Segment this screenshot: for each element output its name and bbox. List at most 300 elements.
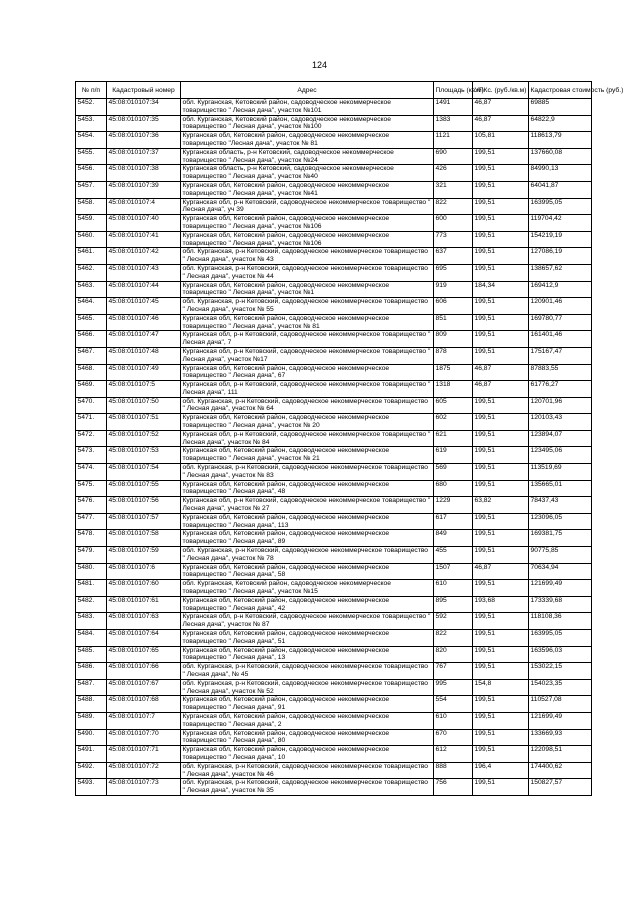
- upks-cell: 63,82: [473, 497, 529, 514]
- cadastral-number-cell: 45:08:010107:65: [107, 646, 181, 663]
- cadastral-cost-cell: 118108,36: [529, 613, 592, 630]
- cadastral-cost-cell: 173339,68: [529, 596, 592, 613]
- cadastral-number-cell: 45:08:010107:57: [107, 513, 181, 530]
- cadastral-cost-cell: 154219,19: [529, 231, 592, 248]
- row-number-cell: 5479.: [76, 547, 107, 564]
- upks-cell: 154,8: [473, 679, 529, 696]
- upks-cell: 196,4: [473, 762, 529, 779]
- area-cell: 610: [434, 712, 473, 729]
- table-row: [76, 181, 592, 198]
- address-cell: Курганская обл, Кетовский район, садоводческое некоммерческое товарищество " Лесная дача", участок №1: [181, 281, 434, 298]
- address-cell: Курганская обл, р-н Кетовский, садоводческое некоммерческое товарищество " Лесная дача", участок № 87: [181, 613, 434, 630]
- cadastral-cost-cell: 169412,9: [529, 281, 592, 298]
- table-row: [76, 663, 592, 680]
- cadastral-cost-cell: 137660,08: [529, 148, 592, 165]
- address-cell: Курганская обл, р-н Кетовский, садоводческое некоммерческое товарищество " Лесная дача", участок № 27: [181, 497, 434, 514]
- area-cell: 606: [434, 298, 473, 315]
- header-num: № п/п: [76, 82, 107, 99]
- table-body: [76, 99, 592, 796]
- area-cell: 690: [434, 148, 473, 165]
- cadastral-number-cell: 45:08:010107:42: [107, 248, 181, 265]
- table-row: [76, 563, 592, 580]
- area-cell: 1875: [434, 364, 473, 381]
- row-number-cell: 5492.: [76, 762, 107, 779]
- upks-cell: 199,51: [473, 215, 529, 232]
- area-cell: 455: [434, 547, 473, 564]
- header-upks: УПКс. (руб./кв.м): [473, 82, 529, 99]
- cadastral-number-cell: 45:08:010107:35: [107, 115, 181, 132]
- row-number-cell: 5474.: [76, 464, 107, 481]
- row-number-cell: 5490.: [76, 729, 107, 746]
- table-row: [76, 464, 592, 481]
- row-number-cell: 5476.: [76, 497, 107, 514]
- row-number-cell: 5453.: [76, 115, 107, 132]
- cadastral-number-cell: 45:08:010107:68: [107, 696, 181, 713]
- cadastral-number-cell: 45:08:010107:53: [107, 447, 181, 464]
- upks-cell: 46,87: [473, 99, 529, 116]
- cadastral-number-cell: 45:08:010107:63: [107, 613, 181, 630]
- row-number-cell: 5482.: [76, 596, 107, 613]
- table-row: [76, 447, 592, 464]
- address-cell: Курганская обл, Кетовский район, садоводческое некоммерческое товарищество " Лесная дача", 80: [181, 729, 434, 746]
- upks-cell: 199,51: [473, 746, 529, 763]
- cadastral-number-cell: 45:08:010107:4: [107, 198, 181, 215]
- row-number-cell: 5491.: [76, 746, 107, 763]
- cadastral-number-cell: 45:08:010107:73: [107, 779, 181, 796]
- address-cell: Курганская обл, Кетовский район, садоводческое некоммерческое товарищество " Лесная дача", участок № 81: [181, 314, 434, 331]
- cadastral-cost-cell: 118613,79: [529, 132, 592, 149]
- area-cell: 592: [434, 613, 473, 630]
- address-cell: Курганская обл, Кетовский район, садоводческое некоммерческое товарищество " Лесная дача", 10: [181, 746, 434, 763]
- upks-cell: 199,51: [473, 613, 529, 630]
- address-cell: Курганская обл, р-н Кетовский, садоводческое некоммерческое товарищество " Лесная дача", 111: [181, 381, 434, 398]
- row-number-cell: 5459.: [76, 215, 107, 232]
- table-row: [76, 231, 592, 248]
- address-cell: обл. Курганская, р-н Кетовский, садоводческое некоммерческое товарищество " Лесная дача", участок № 44: [181, 264, 434, 281]
- table-row: [76, 165, 592, 182]
- upks-cell: 199,51: [473, 480, 529, 497]
- cadastral-number-cell: 45:08:010107:7: [107, 712, 181, 729]
- row-number-cell: 5470.: [76, 397, 107, 414]
- cadastral-number-cell: 45:08:010107:59: [107, 547, 181, 564]
- upks-cell: 199,51: [473, 696, 529, 713]
- row-number-cell: 5488.: [76, 696, 107, 713]
- cadastral-cost-cell: 123096,05: [529, 513, 592, 530]
- area-cell: 1121: [434, 132, 473, 149]
- upks-cell: 199,51: [473, 530, 529, 547]
- cadastral-number-cell: 45:08:010107:45: [107, 298, 181, 315]
- row-number-cell: 5458.: [76, 198, 107, 215]
- cadastral-cost-cell: 123894,07: [529, 430, 592, 447]
- upks-cell: 199,51: [473, 148, 529, 165]
- cadastral-number-cell: 45:08:010107:39: [107, 181, 181, 198]
- table-row: [76, 679, 592, 696]
- row-number-cell: 5477.: [76, 513, 107, 530]
- cadastral-number-cell: 45:08:010107:71: [107, 746, 181, 763]
- table-row: [76, 148, 592, 165]
- row-number-cell: 5487.: [76, 679, 107, 696]
- cadastral-number-cell: 45:08:010107:49: [107, 364, 181, 381]
- page-number: 124: [311, 60, 328, 70]
- cadastral-cost-cell: 161401,46: [529, 331, 592, 348]
- upks-cell: 199,51: [473, 779, 529, 796]
- cadastral-number-cell: 45:08:010107:48: [107, 347, 181, 364]
- address-cell: Курганская область, р-н Кетовский, садоводческое некоммерческое товарищество " Лесная дача", участок №24: [181, 148, 434, 165]
- address-cell: Курганская обл, Кетовский район, садоводческое некоммерческое товарищество " Лесная дача", 89: [181, 530, 434, 547]
- address-cell: Курганская обл, Кетовский район, садоводческое некоммерческое товарищество " Лесная дача", участок № 20: [181, 414, 434, 431]
- upks-cell: 199,51: [473, 397, 529, 414]
- upks-cell: 46,87: [473, 381, 529, 398]
- upks-cell: 199,51: [473, 464, 529, 481]
- upks-cell: 199,51: [473, 414, 529, 431]
- upks-cell: 199,51: [473, 181, 529, 198]
- header-cadastral-cost: Кадастровая стоимость (руб.): [529, 82, 592, 99]
- area-cell: 617: [434, 513, 473, 530]
- area-cell: 605: [434, 397, 473, 414]
- row-number-cell: 5460.: [76, 231, 107, 248]
- cadastral-cost-cell: 154023,35: [529, 679, 592, 696]
- cadastral-cost-cell: 133669,93: [529, 729, 592, 746]
- table-row: [76, 248, 592, 265]
- address-cell: обл. Курганская, р-н Кетовский, садоводческое некоммерческое товарищество " Лесная дача", участок № 78: [181, 547, 434, 564]
- area-cell: 612: [434, 746, 473, 763]
- area-cell: 878: [434, 347, 473, 364]
- row-number-cell: 5454.: [76, 132, 107, 149]
- area-cell: 1229: [434, 497, 473, 514]
- cadastral-number-cell: 45:08:010107:37: [107, 148, 181, 165]
- cadastral-number-cell: 45:08:010107:44: [107, 281, 181, 298]
- cadastral-cost-cell: 110527,08: [529, 696, 592, 713]
- area-cell: 895: [434, 596, 473, 613]
- cadastral-cost-cell: 70634,94: [529, 563, 592, 580]
- address-cell: Курганская обл, Кетовский район, садоводческое некоммерческое товарищество " Лесная дача", 58: [181, 563, 434, 580]
- upks-cell: 199,51: [473, 347, 529, 364]
- address-cell: Курганская обл, Кетовский район, садоводческое некоммерческое товарищество " Лесная дача", 67: [181, 364, 434, 381]
- row-number-cell: 5461.: [76, 248, 107, 265]
- address-cell: Курганская обл, Кетовский район, садоводческое некоммерческое товарищество "Лесная дача", участок № 81: [181, 132, 434, 149]
- cadastral-cost-cell: 169381,75: [529, 530, 592, 547]
- row-number-cell: 5455.: [76, 148, 107, 165]
- upks-cell: 199,51: [473, 430, 529, 447]
- upks-cell: 199,51: [473, 331, 529, 348]
- upks-cell: 105,81: [473, 132, 529, 149]
- row-number-cell: 5489.: [76, 712, 107, 729]
- area-cell: 602: [434, 414, 473, 431]
- row-number-cell: 5465.: [76, 314, 107, 331]
- address-cell: Курганская обл, р-н Кетовский, садоводческое некоммерческое товарищество " Лесная дача", участок № 84: [181, 430, 434, 447]
- area-cell: 321: [434, 181, 473, 198]
- cadastral-cost-cell: 120701,96: [529, 397, 592, 414]
- cadastral-cost-cell: 153022,15: [529, 663, 592, 680]
- cadastral-number-cell: 45:08:010107:60: [107, 580, 181, 597]
- address-cell: Курганская обл, Кетовский район, садоводческое некоммерческое товарищество " Лесная дача", участок № 21: [181, 447, 434, 464]
- address-cell: Курганская область, р-н Кетовский, садоводческое некоммерческое товарищество " Лесная дача", участок №40: [181, 165, 434, 182]
- row-number-cell: 5493.: [76, 779, 107, 796]
- upks-cell: 199,51: [473, 646, 529, 663]
- cadastral-cost-cell: 119704,42: [529, 215, 592, 232]
- cadastral-cost-cell: 127086,19: [529, 248, 592, 265]
- row-number-cell: 5472.: [76, 430, 107, 447]
- cadastral-cost-cell: 163995,05: [529, 630, 592, 647]
- table-row: [76, 530, 592, 547]
- cadastral-number-cell: 45:08:010107:47: [107, 331, 181, 348]
- row-number-cell: 5471.: [76, 414, 107, 431]
- area-cell: 695: [434, 264, 473, 281]
- upks-cell: 46,87: [473, 364, 529, 381]
- area-cell: 849: [434, 530, 473, 547]
- table-row: [76, 347, 592, 364]
- upks-cell: 199,51: [473, 513, 529, 530]
- cadastral-number-cell: 45:08:010107:64: [107, 630, 181, 647]
- table-row: [76, 480, 592, 497]
- cadastral-table: [75, 81, 624, 796]
- area-cell: 1383: [434, 115, 473, 132]
- cadastral-number-cell: 45:08:010107:43: [107, 264, 181, 281]
- address-cell: Курганская обл, р-н Кетовский, садоводческое некоммерческое товарищество " Лесная дача", 7: [181, 331, 434, 348]
- cadastral-number-cell: 45:08:010107:51: [107, 414, 181, 431]
- table-row: [76, 198, 592, 215]
- address-cell: обл. Курганская, р-н Кетовский, садоводческое некоммерческое товарищество " Лесная дача", участок № 43: [181, 248, 434, 265]
- area-cell: 1491: [434, 99, 473, 116]
- cadastral-cost-cell: 113519,69: [529, 464, 592, 481]
- upks-cell: 199,51: [473, 712, 529, 729]
- area-cell: 1507: [434, 563, 473, 580]
- table-row: [76, 215, 592, 232]
- cadastral-number-cell: 45:08:010107:46: [107, 314, 181, 331]
- address-cell: Курганская обл, Кетовский район, садоводческое некоммерческое товарищество " Лесная дача", 113: [181, 513, 434, 530]
- area-cell: 822: [434, 630, 473, 647]
- table-row: [76, 547, 592, 564]
- address-cell: обл. Курганская, р-н Кетовский, садоводческое некоммерческое товарищество " Лесная дача", участок № 52: [181, 679, 434, 696]
- cadastral-number-cell: 45:08:010107:56: [107, 497, 181, 514]
- cadastral-cost-cell: 174400,62: [529, 762, 592, 779]
- area-cell: 773: [434, 231, 473, 248]
- table-row: [76, 779, 592, 796]
- cadastral-number-cell: 45:08:010107:67: [107, 679, 181, 696]
- address-cell: Курганская обл, Кетовский район, садоводческое некоммерческое товарищество " Лесная дача", участок №106: [181, 215, 434, 232]
- upks-cell: 199,51: [473, 630, 529, 647]
- address-cell: Курганская обл, р-н Кетовский, садоводческое некоммерческое товарищество " Лесная дача", участок №17: [181, 347, 434, 364]
- area-cell: 888: [434, 762, 473, 779]
- cadastral-number-cell: 45:08:010107:50: [107, 397, 181, 414]
- row-number-cell: 5462.: [76, 264, 107, 281]
- area-cell: 756: [434, 779, 473, 796]
- area-cell: 820: [434, 646, 473, 663]
- cadastral-cost-cell: 78437,43: [529, 497, 592, 514]
- cadastral-cost-cell: 169780,77: [529, 314, 592, 331]
- row-number-cell: 5473.: [76, 447, 107, 464]
- row-number-cell: 5457.: [76, 181, 107, 198]
- row-number-cell: 5452.: [76, 99, 107, 116]
- table-row: [76, 298, 592, 315]
- table-row: [76, 729, 592, 746]
- area-cell: 600: [434, 215, 473, 232]
- cadastral-number-cell: 45:08:010107:66: [107, 663, 181, 680]
- cadastral-number-cell: 45:08:010107:52: [107, 430, 181, 447]
- cadastral-number-cell: 45:08:010107:40: [107, 215, 181, 232]
- table-row: [76, 746, 592, 763]
- area-cell: 822: [434, 198, 473, 215]
- table-row: [76, 99, 592, 116]
- address-cell: Курганская обл, Кетовский район, садоводческое некоммерческое товарищество " Лесная дача", 42: [181, 596, 434, 613]
- cadastral-cost-cell: 121699,49: [529, 712, 592, 729]
- row-number-cell: 5475.: [76, 480, 107, 497]
- cadastral-cost-cell: 61776,27: [529, 381, 592, 398]
- cadastral-cost-cell: 135665,01: [529, 480, 592, 497]
- address-cell: обл. Курганская, р-н Кетовский, садоводческое некоммерческое товарищество " Лесная дача", № 45: [181, 663, 434, 680]
- upks-cell: 199,51: [473, 580, 529, 597]
- address-cell: обл. Курганская, р-н Кетовский, садоводческое некоммерческое товарищество " Лесная дача", участок № 83: [181, 464, 434, 481]
- address-cell: обл. Курганская, р-н Кетовский, садоводческое некоммерческое товарищество " Лесная дача", участок № 55: [181, 298, 434, 315]
- row-number-cell: 5480.: [76, 563, 107, 580]
- row-number-cell: 5485.: [76, 646, 107, 663]
- table-row: [76, 513, 592, 530]
- upks-cell: 199,51: [473, 231, 529, 248]
- upks-cell: 199,51: [473, 314, 529, 331]
- row-number-cell: 5466.: [76, 331, 107, 348]
- cadastral-cost-cell: 138657,62: [529, 264, 592, 281]
- address-cell: обл. Курганская, р-н Кетовский, садоводческое некоммерческое товарищество " Лесная дача", участок № 46: [181, 762, 434, 779]
- area-cell: 569: [434, 464, 473, 481]
- cadastral-cost-cell: 87883,55: [529, 364, 592, 381]
- upks-cell: 199,51: [473, 198, 529, 215]
- row-number-cell: 5463.: [76, 281, 107, 298]
- cadastral-number-cell: 45:08:010107:70: [107, 729, 181, 746]
- area-cell: 610: [434, 580, 473, 597]
- address-cell: обл. Курганская, Кетовский район, садоводческое некоммерческое товарищество " Лесная дача", участок №100: [181, 115, 434, 132]
- row-number-cell: 5456.: [76, 165, 107, 182]
- cadastral-cost-cell: 64822,9: [529, 115, 592, 132]
- table-row: [76, 132, 592, 149]
- upks-cell: 199,51: [473, 264, 529, 281]
- table-row: [76, 414, 592, 431]
- table-row: [76, 630, 592, 647]
- cadastral-number-cell: 45:08:010107:38: [107, 165, 181, 182]
- table-row: [76, 264, 592, 281]
- area-cell: 619: [434, 447, 473, 464]
- cadastral-cost-cell: 64041,87: [529, 181, 592, 198]
- cadastral-number-cell: 45:08:010107:61: [107, 596, 181, 613]
- address-cell: обл. Курганская, р-н Кетовский, садоводческое некоммерческое товарищество " Лесная дача", участок № 64: [181, 397, 434, 414]
- area-cell: 995: [434, 679, 473, 696]
- table-row: [76, 331, 592, 348]
- cadastral-number-cell: 45:08:010107:34: [107, 99, 181, 116]
- upks-cell: 199,51: [473, 165, 529, 182]
- header-cadastral-number: Кадастровый номер: [107, 82, 181, 99]
- upks-cell: 199,51: [473, 298, 529, 315]
- area-cell: 426: [434, 165, 473, 182]
- address-cell: Курганская обл, Кетовский район, садоводческое некоммерческое товарищество " Лесная дача", участок №106: [181, 231, 434, 248]
- cadastral-number-cell: 45:08:010107:6: [107, 563, 181, 580]
- table-row: [76, 364, 592, 381]
- cadastral-cost-cell: 163596,03: [529, 646, 592, 663]
- cadastral-cost-cell: 122098,51: [529, 746, 592, 763]
- cadastral-cost-cell: 69885: [529, 99, 592, 116]
- cadastral-cost-cell: 123495,06: [529, 447, 592, 464]
- upks-cell: 199,51: [473, 547, 529, 564]
- cadastral-number-cell: 45:08:010107:36: [107, 132, 181, 149]
- cadastral-number-cell: 45:08:010107:5: [107, 381, 181, 398]
- row-number-cell: 5484.: [76, 630, 107, 647]
- cadastral-number-cell: 45:08:010107:54: [107, 464, 181, 481]
- table-row: [76, 281, 592, 298]
- table-row: [76, 430, 592, 447]
- table-row: [76, 115, 592, 132]
- cadastral-cost-cell: 84990,13: [529, 165, 592, 182]
- cadastral-cost-cell: 120103,43: [529, 414, 592, 431]
- table-row: [76, 497, 592, 514]
- row-number-cell: 5467.: [76, 347, 107, 364]
- cadastral-cost-cell: 163995,05: [529, 198, 592, 215]
- area-cell: 637: [434, 248, 473, 265]
- upks-cell: 193,68: [473, 596, 529, 613]
- table-row: [76, 596, 592, 613]
- upks-cell: 199,51: [473, 729, 529, 746]
- upks-cell: 199,51: [473, 447, 529, 464]
- table-row: [76, 712, 592, 729]
- cadastral-number-cell: 45:08:010107:58: [107, 530, 181, 547]
- upks-cell: 46,87: [473, 563, 529, 580]
- cadastral-cost-cell: 175167,47: [529, 347, 592, 364]
- address-cell: Курганская обл, Кетовский район, садоводческое некоммерческое товарищество " Лесная дача", 2: [181, 712, 434, 729]
- table-row: [76, 314, 592, 331]
- cadastral-number-cell: 45:08:010107:72: [107, 762, 181, 779]
- table-row: [76, 613, 592, 630]
- address-cell: обл. Курганская, Кетовский район, садоводческое некоммерческое товарищество " Лесная дача", участок №101: [181, 99, 434, 116]
- cadastral-cost-cell: 90775,85: [529, 547, 592, 564]
- table-row: [76, 646, 592, 663]
- row-number-cell: 5478.: [76, 530, 107, 547]
- area-cell: 809: [434, 331, 473, 348]
- address-cell: Курганская обл, Кетовский район, садоводческое некоммерческое товарищество " Лесная дача", 51: [181, 630, 434, 647]
- row-number-cell: 5469.: [76, 381, 107, 398]
- cadastral-cost-cell: 120901,46: [529, 298, 592, 315]
- address-cell: Курганская обл, Кетовский район, садоводческое некоммерческое товарищество " Лесная дача", 48: [181, 480, 434, 497]
- cadastral-number-cell: 45:08:010107:55: [107, 480, 181, 497]
- header-area: Площадь (кв.м): [434, 82, 473, 99]
- upks-cell: 199,51: [473, 663, 529, 680]
- area-cell: 1318: [434, 381, 473, 398]
- area-cell: 680: [434, 480, 473, 497]
- address-cell: Курганская обл, р-н Кетовский, садоводческое некоммерческое товарищество " Лесная дача", уч 39: [181, 198, 434, 215]
- table-header-row: [76, 82, 592, 99]
- area-cell: 621: [434, 430, 473, 447]
- row-number-cell: 5483.: [76, 613, 107, 630]
- row-number-cell: 5481.: [76, 580, 107, 597]
- row-number-cell: 5464.: [76, 298, 107, 315]
- cadastral-cost-cell: 150827,57: [529, 779, 592, 796]
- cadastral-number-cell: 45:08:010107:41: [107, 231, 181, 248]
- area-cell: 554: [434, 696, 473, 713]
- address-cell: обл. Курганская, Кетовский район, садоводческое некоммерческое товарищество " Лесная дача", участок №15: [181, 580, 434, 597]
- address-cell: Курганская обл, Кетовский район, садоводческое некоммерческое товарищество " Лесная дача", 91: [181, 696, 434, 713]
- address-cell: Курганская обл, Кетовский район, садоводческое некоммерческое товарищество " Лесная дача", участок №41: [181, 181, 434, 198]
- table-row: [76, 381, 592, 398]
- area-cell: 919: [434, 281, 473, 298]
- upks-cell: 46,87: [473, 115, 529, 132]
- header-address: Адрес: [181, 82, 434, 99]
- upks-cell: 184,34: [473, 281, 529, 298]
- row-number-cell: 5468.: [76, 364, 107, 381]
- cadastral-cost-cell: 121699,49: [529, 580, 592, 597]
- row-number-cell: 5486.: [76, 663, 107, 680]
- area-cell: 851: [434, 314, 473, 331]
- table-row: [76, 580, 592, 597]
- address-cell: обл. Курганская, р-н Кетовский, садоводческое некоммерческое товарищество " Лесная дача", участок № 35: [181, 779, 434, 796]
- table-row: [76, 397, 592, 414]
- area-cell: 767: [434, 663, 473, 680]
- table-row: [76, 696, 592, 713]
